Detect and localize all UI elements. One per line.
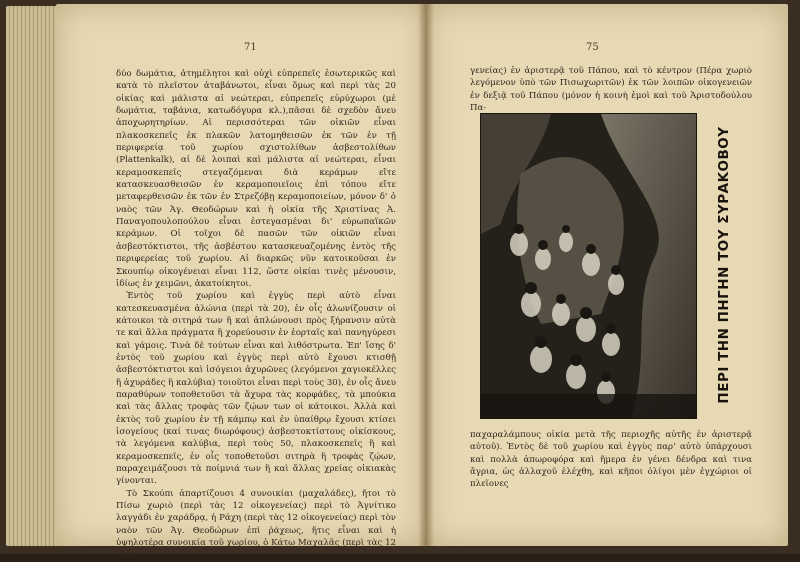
right-page-top-text: γενείας) ἐν ἀριστερᾷ τοῦ Πάπου, καὶ τὸ κέντρον (Πέρα χωριὸ λεγόμενον ὑπὸ τῶν Πισωχωριτῶν) ἐκ τῶν λοιπῶν οἰκογενειῶν ἐν δεξιᾷ τοῦ Πάπου (μόνον ἡ κοινὴ ἐμοὶ καὶ τοῦ Ἀριστοδούλου Πα-: [470, 66, 752, 114]
right-page-number: 75: [586, 42, 599, 53]
right-page-bottom-text: παχαραλάμπους οἰκία μετὰ τῆς περιοχῆς αὐτῆς ἐν ἀριστερᾷ αὐτοῦ). Ἐντὸς δὲ τοῦ χωρίου καὶ ἐγγὺς παρ' αὐτὸ ὑπάρχουσι καὶ πολλὰ ἀπωροφόρα καὶ ἥμερα ἐν γένει δένδρα καὶ τινα ἄγρια, ὡς ἀλλαχοῦ ἐλέχθη, καὶ κῆποι ὀλίγοι μὲν ἐγχώριοι οἱ πλεῖονες: [470, 430, 752, 490]
paragraph: Τὸ Σκούπι ἀπαρτίζουσι 4 συνοικίαι (μαχαλάδες), ἤτοι τὸ Πίσω χωριὸ (περὶ τὰς 12 οἰκογενείας) περὶ τὸ Ἀγνίτικο λαγγάδι ἐν χαράδρᾳ, ἡ Ράχη (περὶ τὰς 12 οἰκογενείας) περὶ τὸν ναὸν τῶν Ἁγ. Θεοδώρων ἐπὶ ῥάχεως, ἥτις εἶναι καὶ ἡ ὑψηλοτέρα συνοικία τοῦ χωρίου, ὁ Κάτω Μαχαλᾶς (περὶ τὰς 12 οἰκο-: [116, 488, 396, 561]
left-page-text: [116, 68, 396, 562]
paragraph: δύο δωμάτια, ἀτημέλητοι καὶ οὐχὶ εὐπρεπεῖς ἐσωτερικῶς καὶ κατὰ τὸ πλεῖστον ἀταβάνωτοι, εἶναι ὅμως καὶ περὶ τὰς 20 οἰκίας καὶ μάλιστα αἱ νεώτεραι, εὐπρεπεῖς εὐρύχωροι (μὲ δωμάτια, ταβάνια, κατωδόγυρα κλ.),πᾶσαι δὲ σχεδὸν ἄνευ ἀποχωρητηρίων. Αἱ περισσότεραι τῶν οἰκιῶν εἶναι πλακοσκεπεῖς ἐκ πλακῶν λατομηθεισῶν ἐκ τῶν ἐν τῇ περιφερείᾳ τοῦ χωρίου σχιστολίθων ἀσβεστολίθων (Plattenkalk), αἱ δὲ λοιπαὶ καὶ μάλιστα αἱ νεώτεραι, εἶναι κεραμοσκεπεῖς στεγαζόμεναι διὰ κεράμων εἴτε κατασκευασθεισῶν ἐν κεραμοποιεῖοις ἐπὶ τόπου εἴτε μεταφερθεισῶν ἐκ τῶν ἐν Στρεζόβῃ κεραμοποιείων, μόνον δ' ὁ ναὸς τῶν Ἁγ. Θεοδώρων καὶ ἡ οἰκία τῆς Χριστίνας Ἀ. Παναγοπουλοπούλου εἶναι ἐστεγασμέναι δι' εὐρωπαϊκῶν κεράμων. Οἱ τοῖχοι δὲ πασῶν τῶν οἰκιῶν εἶναι ἀσβεστόκτιστοι, τῆς ἀσβέστου κατασκευαζομένης ἐντὸς τῆς περιφερείας τοῦ χωρίου. Αἱ διαρκῶς νῦν κατοικοῦσαι ἐν Σκουπίῳ οἰκογένειαι εἶναι 112, ὥστε οἰκίαι τινὲς μένουσιν, ἰδίως ἐν χειμῶνι, ἀκατοίκητοι.: [116, 69, 396, 289]
right-page: [426, 4, 788, 546]
paragraph: Ἐντὸς τοῦ χωρίου καὶ ἐγγὺς περὶ αὐτὸ εἶναι κατεσκευασμένα ἀλώνια (περὶ τὰ 20), ἐν οἷς ἀλωνίζουσιν οἱ κάτοικοι τὰ σιτηρά των ἢ καὶ ἁπλώνουσι πρὸς ξήρανσιν αὐτὰ τε καὶ ἄλλα πράγματα ἢ χορεύουσιν ἐν ἑορταῖς καὶ πανηγύρεσι καὶ γάμοις. Τινὰ δὲ τούτων εἶναι καὶ λιθόστρωτα. Ἐπ' ἴσης δ' ἐντὸς τοῦ χωρίου καὶ ἐγγὺς περὶ αὐτὸ ἔχουσι κτισθῇ ἀσβεστόκτιστοι καὶ ἰσόγειοι ἀχυρῶνες (λεγόμενοι χαγιοκέλλες ἢ ἀχυράδες ἢ καλύβια) τοιοῦτοι εἶναι περὶ τοὺς 30), ἐν οἷς ἄνευ παραθύρων τοποθετοῦσι τὰ ἄχυρα τὰς κορφάδες, τὰ μπούκια καὶ τὰς ἄλλας τροφὰς τῶν ζῴων των οἱ κάτοικοι. Ἀλλὰ καὶ ἐκτὸς τοῦ χωρίου ἐν τῇ κάμπῳ καὶ ἐν ὑπαίθρῳ ἔχουσι κτίσει ἰσογείους (καί τινας διωρόφους) ἀσβεστοκτίστους οἰκίσκους, τὰ λεγόμενα καλύβια, περὶ τοὺς 50, πλακοσκεπεῖς ἢ καὶ κεραμοσκεπεῖς, ἐν οἷς τοποθετοῦσι σιτηρὰ ἢ τροφὰς ζῴων, παραχειμάζουσι τὰ ποίμνιά των ἢ καὶ ἄλλας χρείας οἰκιακὰς γίνονται.: [116, 291, 396, 487]
photograph-people-at-spring: [480, 113, 697, 419]
left-page: [56, 4, 426, 561]
photo-caption: ΠΕΡΙ ΤΗΝ ΠΗΓΗΝ ΤΟΥ ΣΥΡΑΚΟΒΟΥ: [716, 126, 732, 404]
photo-illustration: [481, 114, 696, 418]
left-page-number: 71: [244, 42, 257, 53]
